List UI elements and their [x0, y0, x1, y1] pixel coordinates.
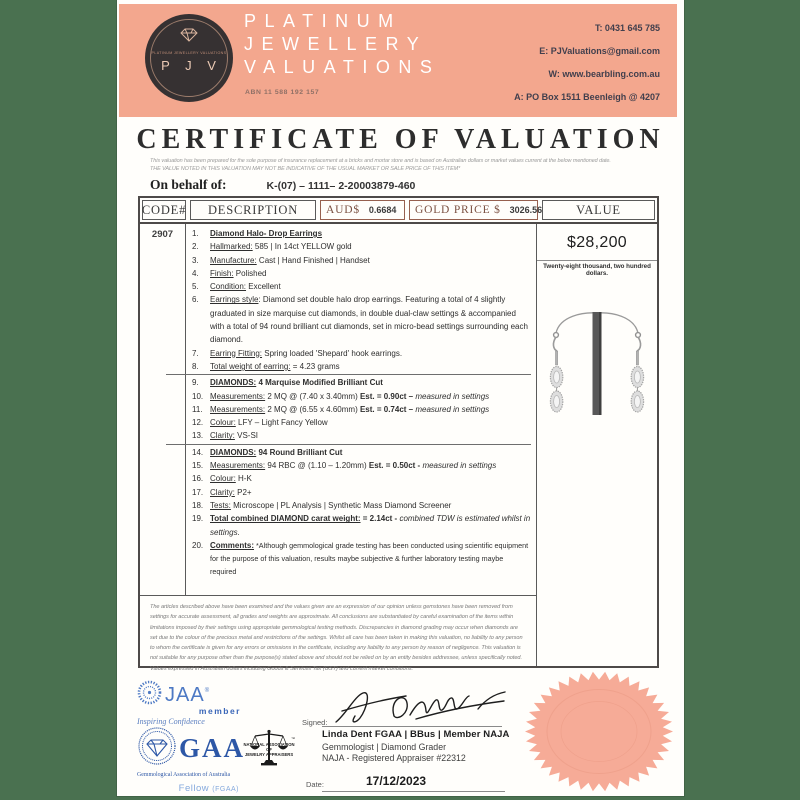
- gaa-logo: [137, 726, 245, 794]
- description-item: 17. Clarity: P2+: [192, 487, 252, 497]
- header-aud-rate: [320, 200, 405, 220]
- aud-label: AUD$: [326, 204, 360, 216]
- gaa-subtitle: Gemmological Association of Australia: [137, 772, 231, 778]
- brand-line: JEWELLERY: [244, 34, 428, 54]
- description-item: 1. Diamond Halo- Drop Earrings: [192, 229, 323, 238]
- signatory-details: [322, 729, 552, 763]
- certificate-page: [117, 0, 684, 796]
- gaa-circle-icon: [137, 726, 177, 771]
- valuation-amount: $28,200: [567, 234, 627, 251]
- certificate-title: CERTIFICATE OF VALUATION: [136, 124, 665, 155]
- jaa-name: JAA®: [165, 684, 211, 706]
- right-earring: [631, 333, 643, 412]
- description-item: 16. Colour: H-K: [192, 474, 252, 484]
- abn-number: ABN 11 588 192 157: [245, 89, 320, 96]
- description-list: [186, 224, 536, 595]
- signatory-registration: NAJA - Registered Appraiser #22312: [322, 753, 466, 763]
- logo-ring-text: PLATINUM JEWELLERY VALUATIONS: [151, 51, 227, 55]
- description-item: 2. Hallmarked: 585 | In 14ct YELLOW gold: [192, 242, 352, 252]
- intro-line-1: This valuation has been prepared for the sole purpose of insurance replacement at a bricks and mortar store and is based on Australian dollars or market values current at the below mentioned date.: [150, 158, 611, 164]
- signature-scrawl: [328, 684, 518, 735]
- section-divider: [166, 374, 531, 375]
- embossed-seal: [524, 671, 674, 797]
- description-item: 15. Measurements: 94 RBC @ (1.10 – 1.20mm) Est. = 0.50ct - measured in settings: [192, 461, 497, 471]
- intro-line-2: THE VALUE NOTED IN THIS VALUATION MAY NOT BE INDICATIVE OF THE USUAL MARKET OR SALE PRICE OF THIS ITEM*: [150, 166, 461, 173]
- brand-line: VALUATIONS: [244, 57, 441, 77]
- on-behalf-row: [150, 176, 415, 194]
- description-item: 8. Total weight of earring: = 4.23 grams: [192, 361, 340, 371]
- header-code: CODE#: [142, 200, 186, 220]
- aud-value: 0.6684: [368, 205, 397, 215]
- naja-logo: [243, 729, 295, 758]
- gaa-fellow-label: Fellow (FGAA): [178, 783, 239, 794]
- diamond-icon: [145, 28, 233, 47]
- signatory-role: Gemmologist | Diamond Grader: [322, 741, 447, 752]
- description-item: 5. Condition: Excellent: [192, 282, 281, 292]
- jaa-circle-icon: [137, 680, 162, 710]
- description-item: 20. Comments: *Although gemmological grade testing has been conducted using scientific equipment for the purpose of this valuation, results maybe subjective & further laboratory testing maybe required: [192, 540, 529, 577]
- description-item: 18. Tests: Microscope | PL Analysis | Synthetic Mass Diamond Screener: [192, 500, 452, 510]
- contact-address: A: PO Box 1511 Beenleigh @ 4207: [514, 92, 660, 102]
- jaa-member-label: member: [198, 706, 241, 716]
- naja-label: NATIONAL ASSOCIATION OF JEWELRY APPRAISERS: [243, 742, 295, 758]
- description-item: 11. Measurements: 2 MQ @ (6.55 x 4.60mm) Est. = 0.74ct – measured in settings: [192, 404, 490, 414]
- table-header-row: [140, 198, 657, 224]
- jaa-tagline: Inspiring Confidence: [137, 717, 205, 726]
- valuation-table: [138, 196, 659, 672]
- item-code: 2907: [140, 224, 186, 595]
- gold-value: 3026.56: [509, 205, 543, 215]
- description-item: 9. DIAMONDS: 4 Marquise Modified Brilliant Cut: [192, 378, 383, 388]
- signed-label: Signed:: [302, 718, 328, 727]
- signatory-name: Linda Dent FGAA | BBus | Member NAJA: [322, 729, 510, 740]
- contact-phone: T: 0431 645 785: [594, 23, 660, 33]
- header-description: DESCRIPTION: [190, 200, 316, 220]
- value-column: [536, 224, 657, 666]
- logo-initials: P J V: [161, 58, 222, 73]
- header-value: VALUE: [542, 200, 655, 220]
- gaa-name: GAA: [179, 733, 245, 763]
- on-behalf-value: K-(07) – 1111– 2-20003879-460: [266, 180, 416, 192]
- date-label: Date:: [306, 780, 324, 789]
- description-item: 13. Clarity: VS-SI: [192, 431, 259, 441]
- scales-icon: [249, 756, 289, 773]
- description-item: 12. Colour: LFY – Light Fancy Yellow: [192, 418, 328, 428]
- brand-line: PLATINUM: [244, 11, 402, 31]
- description-item: 10. Measurements: 2 MQ @ (7.40 x 3.40mm) Est. = 0.90ct – measured in settings: [192, 391, 490, 401]
- jaa-member-logo: [137, 680, 247, 726]
- pjv-logo: [145, 14, 233, 102]
- description-item: 19. Total combined DIAMOND carat weight: = 2.14ct - combined TDW is estimated whilst in settings.: [192, 514, 531, 537]
- on-behalf-label: On behalf of:: [150, 177, 227, 192]
- gold-label: GOLD PRICE $: [415, 204, 501, 216]
- contact-website: W: www.bearbling.com.au: [548, 69, 660, 79]
- description-item: 7. Earring Fitting: Spring loaded 'Shepard' hook earrings.: [192, 348, 403, 358]
- table-body: [140, 224, 657, 672]
- brand-header: [119, 4, 677, 117]
- section-divider: [166, 444, 531, 445]
- earrings-photo: [537, 303, 657, 430]
- description-item: 14. DIAMONDS: 94 Round Brilliant Cut: [192, 447, 343, 457]
- contact-email: E: PJValuations@gmail.com: [539, 46, 660, 56]
- brand-name: [244, 10, 440, 79]
- legal-disclaimer: The articles described above have been examined and the values given are an expression of our opinion unless gemstones have been removed from settings for accurate assessment, all grades and weights are approximate. All conclusions are substantiated by careful examination of the items within limitations imposed by their settings using appropriate gemmological testing methods. Discrepancies in diamond grading may occur when diamonds are set due to the colour of the precious metal and restrictions of the settings. Whilst all care has been taken in making this valuation, no liability to any person to whom the certificate is given for any errors or omissions in the certificate, including any liability to any person by reason of negligence. This valuation is not suitable for any purpose other than the purpose(s) stated above and should not be relied on by an entity besides addressee, unless specifically noted. Values expressed in Australian dollars including Goods & Services Tax (GST) and current market conditions.: [140, 595, 536, 680]
- header-gold-price: [409, 200, 543, 220]
- date-value: 17/12/2023: [366, 774, 427, 788]
- description-item: 4. Finish: Polished: [192, 268, 267, 278]
- description-item: 3. Manufacture: Cast | Hand Finished | Handset: [192, 255, 370, 265]
- description-item: 6. Earrings style: Diamond set double halo drop earrings. Featuring a total of 4 slightly graduated in size marquise cut diamonds, in double dual-claw settings & accompanied with a total of 94 round brilliant cut diamonds, set in micro-bead settings surrounding each diamond.: [192, 295, 528, 345]
- valuation-amount-words: Twenty-eight thousand, two hundred dollars.: [543, 263, 651, 277]
- left-earring: [550, 333, 562, 412]
- value-divider: [537, 260, 657, 261]
- contact-block: [514, 17, 660, 109]
- naja-trademark: ™: [291, 736, 295, 741]
- date-line: [322, 791, 505, 792]
- intro-disclaimer: [150, 157, 652, 173]
- signature-block: [302, 712, 327, 730]
